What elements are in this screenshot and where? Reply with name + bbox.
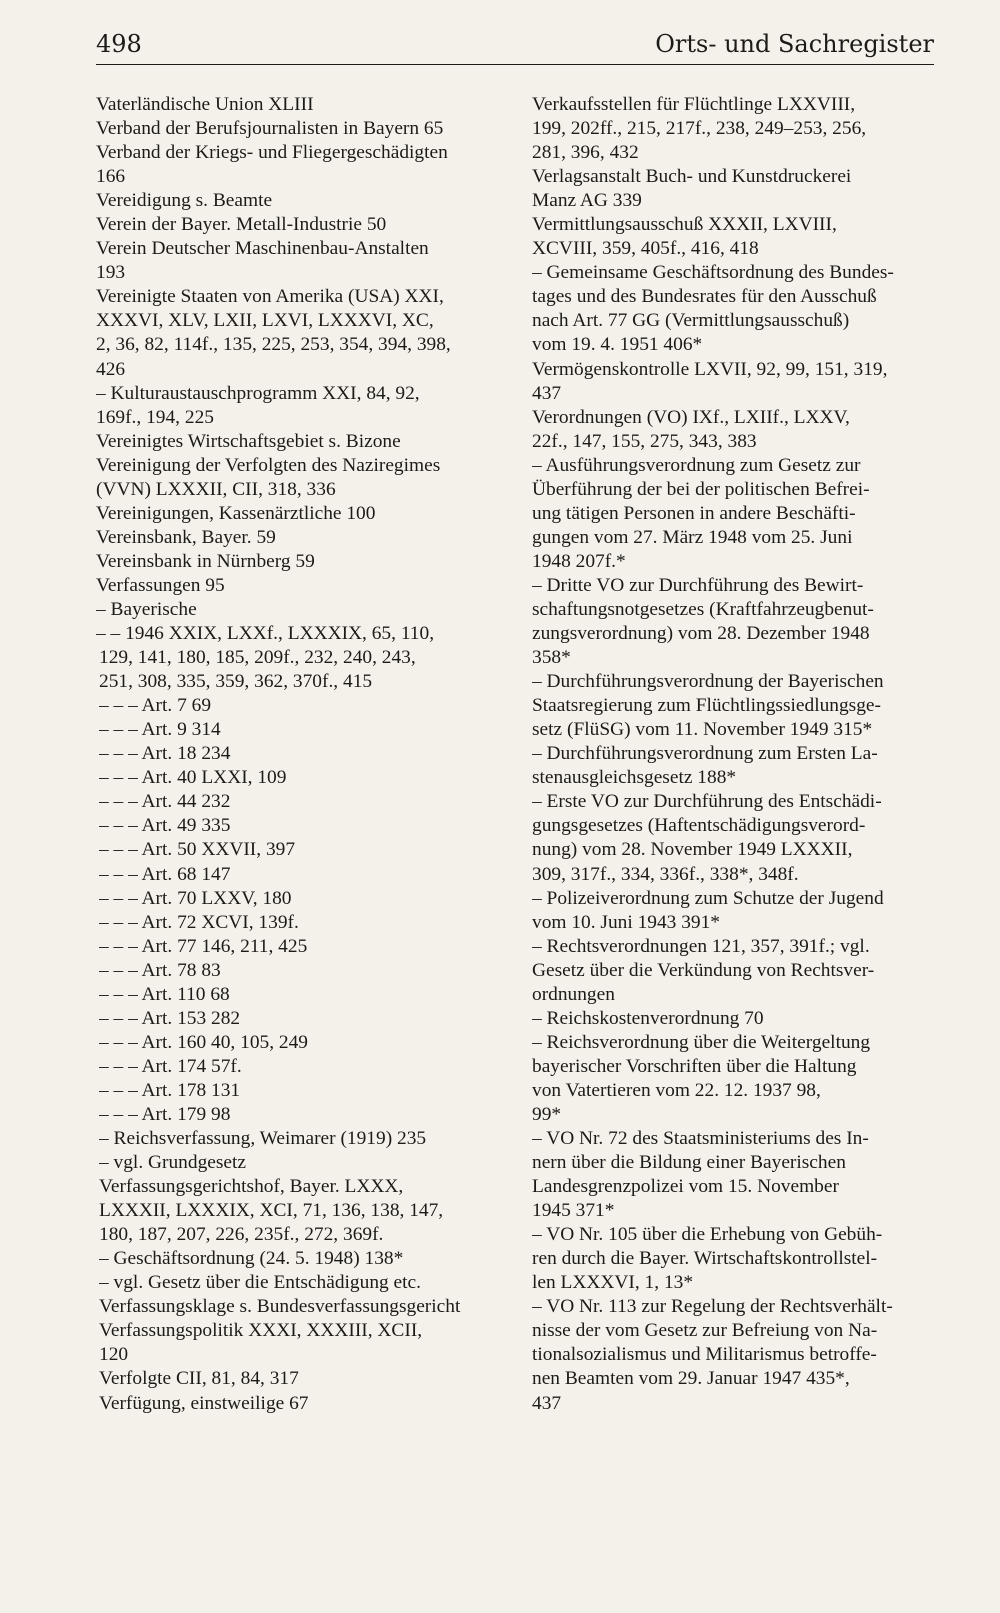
index-line: Verein Deutscher Maschinenbau-Anstalten <box>96 238 429 260</box>
index-line: 99* <box>532 1103 562 1125</box>
index-line: – Durchführungsverordnung zum Ersten La- <box>532 743 878 765</box>
index-line: – Reichsverfassung, Weimarer (1919) 235 <box>99 1128 427 1150</box>
index-line: Landesgrenzpolizei vom 15. November <box>532 1176 839 1198</box>
index-line: – Dritte VO zur Durchführung des Bewirt- <box>532 574 864 596</box>
index-line: Vaterländische Union XLIII <box>96 94 314 115</box>
index-line: (VVN) LXXXII, CII, 318, 336 <box>96 478 336 500</box>
index-line: Vereinigte Staaten von Amerika (USA) XXI, <box>96 286 444 308</box>
index-line: 193 <box>96 262 126 284</box>
index-line: Verfolgte CII, 81, 84, 317 <box>99 1368 299 1390</box>
index-line: Vermögenskontrolle LXVII, 92, 99, 151, 319, <box>532 358 888 380</box>
index-line: Verordnungen (VO) IXf., LXIIf., LXXV, <box>532 406 850 428</box>
index-line: 251, 308, 335, 359, 362, 370f., 415 <box>99 671 373 693</box>
index-line: nern über die Bildung einer Bayerischen <box>532 1152 846 1174</box>
index-line: – Polizeiverordnung zum Schutze der Jugend <box>532 887 884 909</box>
index-line: Vereinsbank in Nürnberg 59 <box>96 550 315 572</box>
index-line: – – 1946 XXIX, LXXf., LXXXIX, 65, 110, <box>96 623 435 645</box>
index-line: Verlagsanstalt Buch- und Kunstdruckerei <box>532 166 852 188</box>
index-line: – Kulturaustauschprogramm XXI, 84, 92, <box>96 382 420 404</box>
index-line: – – – Art. 70 LXXV, 180 <box>99 887 292 909</box>
index-line: 1948 207f.* <box>532 550 626 572</box>
index-line: – Reichsverordnung über die Weitergeltung <box>532 1031 871 1053</box>
index-line: – – – Art. 174 57f. <box>99 1055 242 1077</box>
index-line: Vereinigungen, Kassenärztliche 100 <box>96 502 376 524</box>
index-line: Vermittlungsausschuß XXXII, LXVIII, <box>532 214 837 236</box>
index-line: – – – Art. 110 68 <box>99 983 230 1005</box>
index-line: ung tätigen Personen in andere Beschäfti- <box>532 502 856 524</box>
index-line: – vgl. Gesetz über die Entschädigung etc. <box>99 1272 422 1294</box>
index-line: nung) vom 28. November 1949 LXXXII, <box>532 839 853 861</box>
index-line: – VO Nr. 72 des Staatsministeriums des In- <box>532 1128 869 1150</box>
index-line: Gesetz über die Verkündung von Rechtsver- <box>532 959 875 981</box>
index-line: 22f., 147, 155, 275, 343, 383 <box>532 430 757 452</box>
index-line: von Vatertieren vom 22. 12. 1937 98, <box>532 1079 821 1101</box>
index-line: setz (FlüSG) vom 11. November 1949 315* <box>532 719 873 741</box>
index-line: Vereinigtes Wirtschaftsgebiet s. Bizone <box>96 430 401 452</box>
index-line: vom 10. Juni 1943 391* <box>532 911 720 933</box>
index-column-right <box>532 93 934 1416</box>
index-line: – Reichskostenverordnung 70 <box>532 1007 764 1029</box>
index-line: – Ausführungsverordnung zum Gesetz zur <box>532 454 861 476</box>
index-line: vom 19. 4. 1951 406* <box>532 334 703 356</box>
index-line: tages und des Bundesrates für den Ausschuß <box>532 286 877 308</box>
index-line: – – – Art. 49 335 <box>99 815 231 837</box>
index-line: – – – Art. 18 234 <box>99 743 231 765</box>
index-line: Verein der Bayer. Metall-Industrie 50 <box>96 214 387 236</box>
index-line: zungsverordnung) vom 28. Dezember 1948 <box>532 623 870 645</box>
index-line: LXXXII, LXXXIX, XCI, 71, 136, 138, 147, <box>99 1200 444 1222</box>
index-line: gungsgesetzes (Haftentschädigungsverord- <box>532 815 866 837</box>
index-line: schaftungsnotgesetzes (Kraftfahrzeugbenut- <box>532 598 874 620</box>
index-line: bayerischer Vorschriften über die Haltung <box>532 1055 857 1077</box>
index-line: – Geschäftsordnung (24. 5. 1948) 138* <box>99 1248 404 1270</box>
index-line: 309, 317f., 334, 336f., 338*, 348f. <box>532 863 799 885</box>
index-line: – VO Nr. 113 zur Regelung der Rechtsverhält- <box>532 1296 893 1318</box>
index-line: – – – Art. 68 147 <box>99 863 231 885</box>
index-line: 426 <box>96 358 126 380</box>
index-line: 166 <box>96 166 126 188</box>
index-line: – – – Art. 78 83 <box>99 959 221 981</box>
index-line: Verfassungspolitik XXXI, XXXIII, XCII, <box>99 1320 423 1342</box>
index-line: – VO Nr. 105 über die Erhebung von Gebüh- <box>532 1224 883 1246</box>
index-line: 437 <box>532 382 562 404</box>
index-line: 358* <box>532 647 571 669</box>
index-line: – – – Art. 178 131 <box>99 1079 241 1101</box>
index-line: Verkaufsstellen für Flüchtlinge LXXVIII, <box>532 94 856 115</box>
index-line: – – – Art. 153 282 <box>99 1007 241 1029</box>
index-line: – – – Art. 7 69 <box>99 695 212 717</box>
index-line: nen Beamten vom 29. Januar 1947 435*, <box>532 1368 850 1390</box>
index-line: Verband der Berufsjournalisten in Bayern 65 <box>96 118 444 140</box>
index-line: – – – Art. 44 232 <box>99 791 231 813</box>
running-title: Orts- und Sachregister <box>655 30 934 58</box>
index-line: 2, 36, 82, 114f., 135, 225, 253, 354, 394, 398, <box>96 334 451 356</box>
index-line: gungen vom 27. März 1948 vom 25. Juni <box>532 526 853 548</box>
index-line: 437 <box>532 1392 562 1414</box>
page-header <box>96 26 934 66</box>
index-line: Staatsregierung zum Flüchtlingssiedlungsge- <box>532 695 881 717</box>
index-line: – – – Art. 179 98 <box>99 1103 231 1125</box>
index-line: Überführung der bei der politischen Befrei- <box>532 478 870 500</box>
index-line: 129, 141, 180, 185, 209f., 232, 240, 243, <box>99 647 416 669</box>
index-line: – – – Art. 77 146, 211, 425 <box>99 935 308 957</box>
index-line: nach Art. 77 GG (Vermittlungsausschuß) <box>532 310 850 332</box>
index-line: ordnungen <box>532 983 615 1005</box>
index-line: – Durchführungsverordnung der Bayerischen <box>532 671 884 693</box>
index-line: 199, 202ff., 215, 217f., 238, 249–253, 256, <box>532 118 867 140</box>
index-line: len LXXXVI, 1, 13* <box>532 1272 694 1294</box>
index-line: – – – Art. 40 LXXI, 109 <box>99 767 287 789</box>
index-line: Manz AG 339 <box>532 190 642 212</box>
index-line: – – – Art. 50 XXVII, 397 <box>99 839 296 861</box>
index-line: – – – Art. 9 314 <box>99 719 221 741</box>
index-line: – – – Art. 72 XCVI, 139f. <box>99 911 299 933</box>
index-line: XCVIII, 359, 405f., 416, 418 <box>532 238 759 260</box>
index-line: Verfassungsklage s. Bundesverfassungsgericht <box>99 1296 461 1318</box>
index-line: 169f., 194, 225 <box>96 406 214 428</box>
index-line: – vgl. Grundgesetz <box>99 1152 247 1174</box>
page-number: 498 <box>96 30 142 58</box>
index-line: 1945 371* <box>532 1200 615 1222</box>
index-line: Verfassungsgerichtshof, Bayer. LXXX, <box>99 1176 404 1198</box>
index-line: – Rechtsverordnungen 121, 357, 391f.; vgl. <box>532 935 870 957</box>
index-line: Verfügung, einstweilige 67 <box>99 1392 309 1414</box>
index-line: Verfassungen 95 <box>96 574 225 596</box>
index-line: stenausgleichsgesetz 188* <box>532 767 737 789</box>
index-line: – Gemeinsame Geschäftsordnung des Bundes- <box>532 262 894 284</box>
index-line: – Erste VO zur Durchführung des Entschädi- <box>532 791 882 813</box>
index-line: – Bayerische <box>96 598 197 620</box>
index-line: 180, 187, 207, 226, 235f., 272, 369f. <box>99 1224 384 1246</box>
header-rule <box>96 64 934 65</box>
index-line: 120 <box>99 1344 129 1366</box>
index-line: nisse der vom Gesetz zur Befreiung von Na- <box>532 1320 878 1342</box>
index-line: Vereidigung s. Beamte <box>96 190 273 212</box>
index-line: ren durch die Bayer. Wirtschaftskontrollstel- <box>532 1248 878 1270</box>
index-line: 281, 396, 432 <box>532 142 639 164</box>
index-line: Vereinsbank, Bayer. 59 <box>96 526 276 548</box>
index-line: XXXVI, XLV, LXII, LXVI, LXXXVI, XC, <box>96 310 434 332</box>
index-column-left <box>96 93 508 1416</box>
index-line: tionalsozialismus und Militarismus betroffe- <box>532 1344 877 1366</box>
index-line: Vereinigung der Verfolgten des Naziregimes <box>96 454 441 476</box>
index-line: – – – Art. 160 40, 105, 249 <box>99 1031 308 1053</box>
index-line: Verband der Kriegs- und Fliegergeschädigten <box>96 142 448 164</box>
